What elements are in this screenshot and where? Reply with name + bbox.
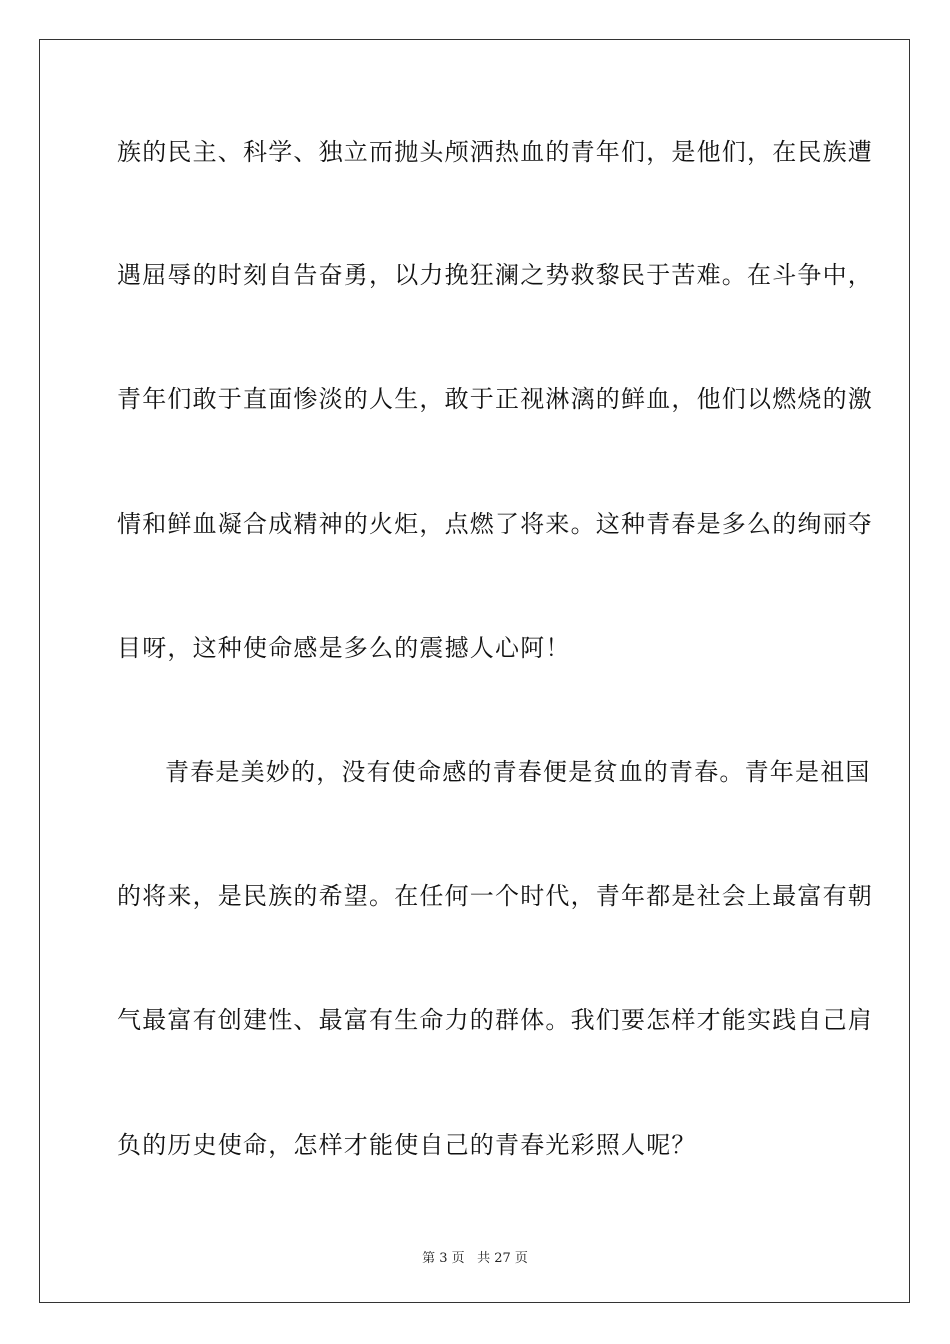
page-footer (0, 1247, 950, 1266)
paragraph-line: 气最富有创建性、最富有生命力的群体。我们要怎样才能实践自己肩 (117, 1006, 873, 1034)
paragraph-line: 情和鲜血凝合成精神的火炬，点燃了将来。这种青春是多么的绚丽夺 (117, 510, 873, 538)
paragraph-line: 遇屈辱的时刻自告奋勇，以力挽狂澜之势救黎民于苦难。在斗争中， (117, 261, 873, 289)
paragraph-line: 目呀，这种使命感是多么的震撼人心阿！ (117, 634, 571, 662)
paragraph-line: 负的历史使命，怎样才能使自己的青春光彩照人呢？ (117, 1131, 697, 1159)
paragraph-line: 青春是美妙的，没有使命感的青春便是贫血的青春。青年是祖国 (165, 758, 871, 786)
page-total: 共 27 页 (477, 1251, 528, 1266)
page-number: 第 3 页 (422, 1251, 465, 1266)
paragraph-line: 族的民主、科学、独立而抛头颅洒热血的青年们，是他们，在民族遭 (117, 138, 873, 166)
page-border (39, 39, 910, 1303)
paragraph-line: 青年们敢于直面惨淡的人生，敢于正视淋漓的鲜血，他们以燃烧的激 (117, 385, 873, 413)
paragraph-line: 的将来，是民族的希望。在任何一个时代，青年都是社会上最富有朝 (117, 882, 873, 910)
